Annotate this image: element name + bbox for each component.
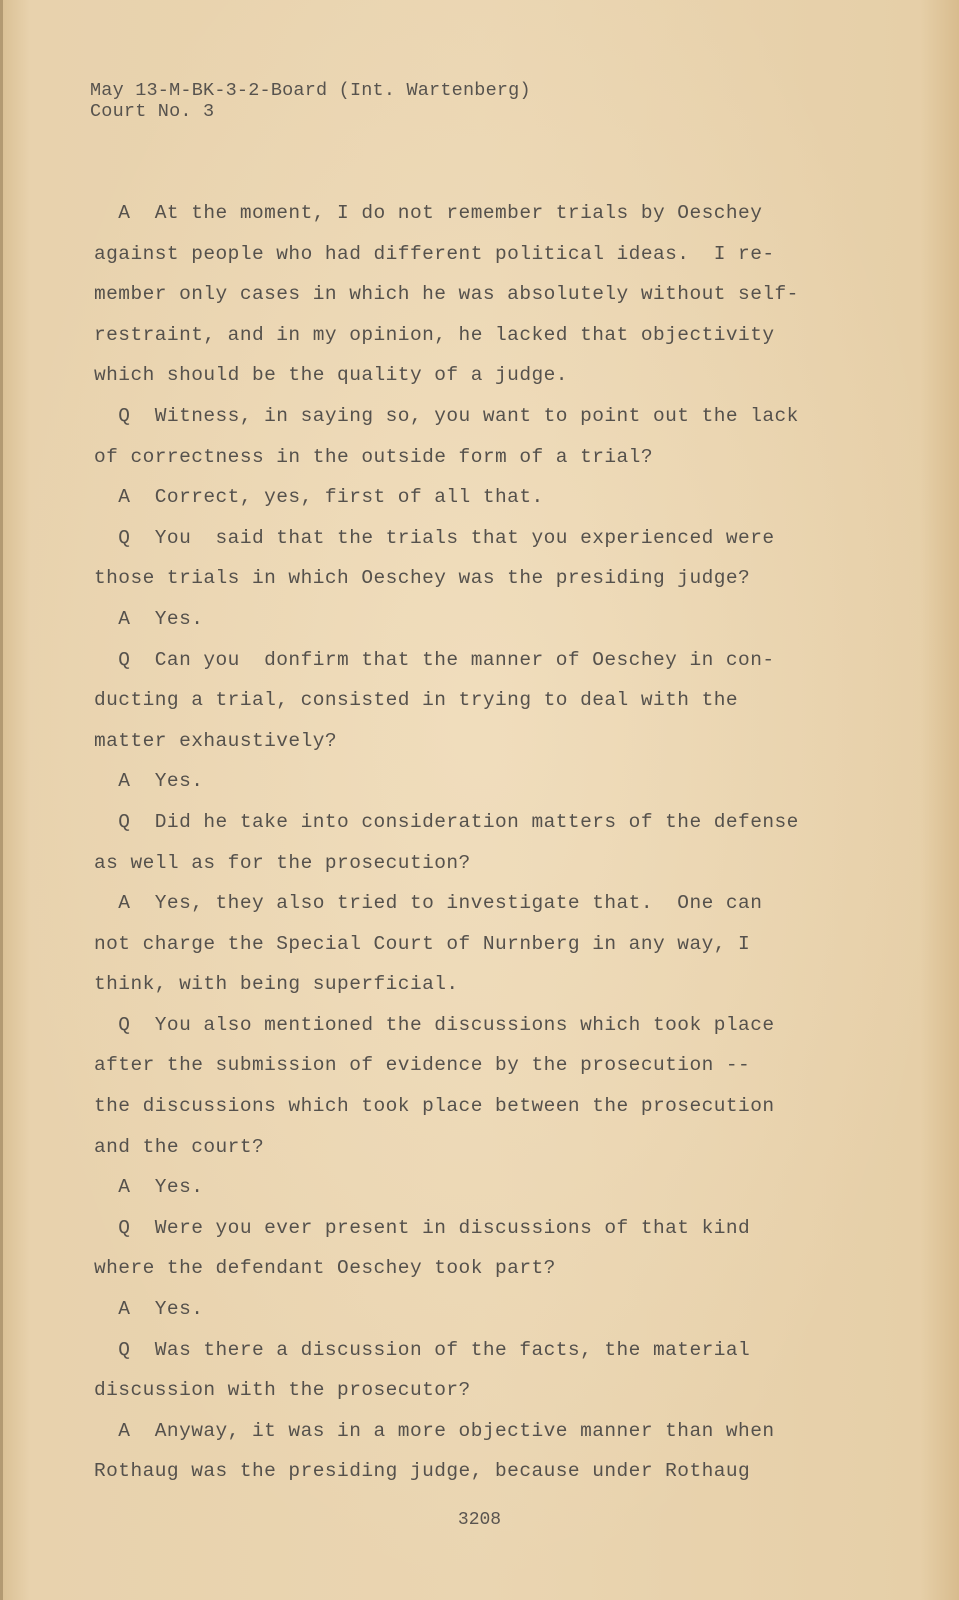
testimony-line: Q You also mentioned the discussions which took place: [94, 1013, 775, 1036]
testimony-line: A Yes.: [94, 1298, 204, 1321]
header-line-1: May 13-M-BK-3-2-Board (Int. Wartenberg): [90, 80, 531, 101]
testimony-line: A Yes.: [94, 607, 204, 630]
page-number: 3208: [457, 1510, 502, 1530]
testimony-line: the discussions which took place between the prosecution: [94, 1095, 775, 1118]
testimony-line: Q You said that the trials that you experienced were: [94, 526, 775, 549]
testimony-line: A Yes.: [94, 770, 204, 793]
testimony-line: restraint, and in my opinion, he lacked that objectivity: [94, 323, 775, 346]
document-header: [90, 80, 531, 122]
testimony-line: member only cases in which he was absolutely without self-: [94, 283, 799, 306]
testimony-line: where the defendant Oeschey took part?: [94, 1257, 556, 1280]
testimony-line: Rothaug was the presiding judge, because under Rothaug: [94, 1460, 751, 1483]
header-line-2: Court No. 3: [90, 101, 215, 122]
testimony-line: Q Witness, in saying so, you want to point out the lack: [94, 404, 799, 427]
testimony-line: Q Was there a discussion of the facts, the material: [94, 1338, 751, 1361]
testimony-line: discussion with the prosecutor?: [94, 1379, 471, 1402]
testimony-line: ducting a trial, consisted in trying to deal with the: [94, 689, 739, 712]
testimony-line: not charge the Special Court of Nurnberg in any way, I: [94, 932, 751, 955]
testimony-line: which should be the quality of a judge.: [94, 364, 568, 387]
testimony-line: and the court?: [94, 1135, 265, 1158]
testimony-line: A Yes, they also tried to investigate that. One can: [94, 892, 763, 915]
testimony-line: A Yes.: [94, 1176, 204, 1199]
testimony-text: [94, 193, 914, 1492]
testimony-line: think, with being superficial.: [94, 973, 459, 996]
testimony-line: Q Were you ever present in discussions of that kind: [94, 1216, 751, 1239]
testimony-line: A Anyway, it was in a more objective manner than when: [94, 1419, 775, 1442]
testimony-line: against people who had different political ideas. I re-: [94, 242, 775, 265]
testimony-line: Q Did he take into consideration matters of the defense: [94, 810, 799, 833]
testimony-line: A Correct, yes, first of all that.: [94, 486, 544, 509]
testimony-line: those trials in which Oeschey was the presiding judge?: [94, 567, 751, 590]
testimony-line: matter exhaustively?: [94, 729, 338, 752]
testimony-line: of correctness in the outside form of a trial?: [94, 445, 653, 468]
testimony-line: as well as for the prosecution?: [94, 851, 471, 874]
testimony-line: A At the moment, I do not remember trials by Oeschey: [94, 202, 763, 224]
testimony-line: after the submission of evidence by the prosecution --: [94, 1054, 751, 1077]
testimony-line: Q Can you donfirm that the manner of Oeschey in con-: [94, 648, 775, 671]
